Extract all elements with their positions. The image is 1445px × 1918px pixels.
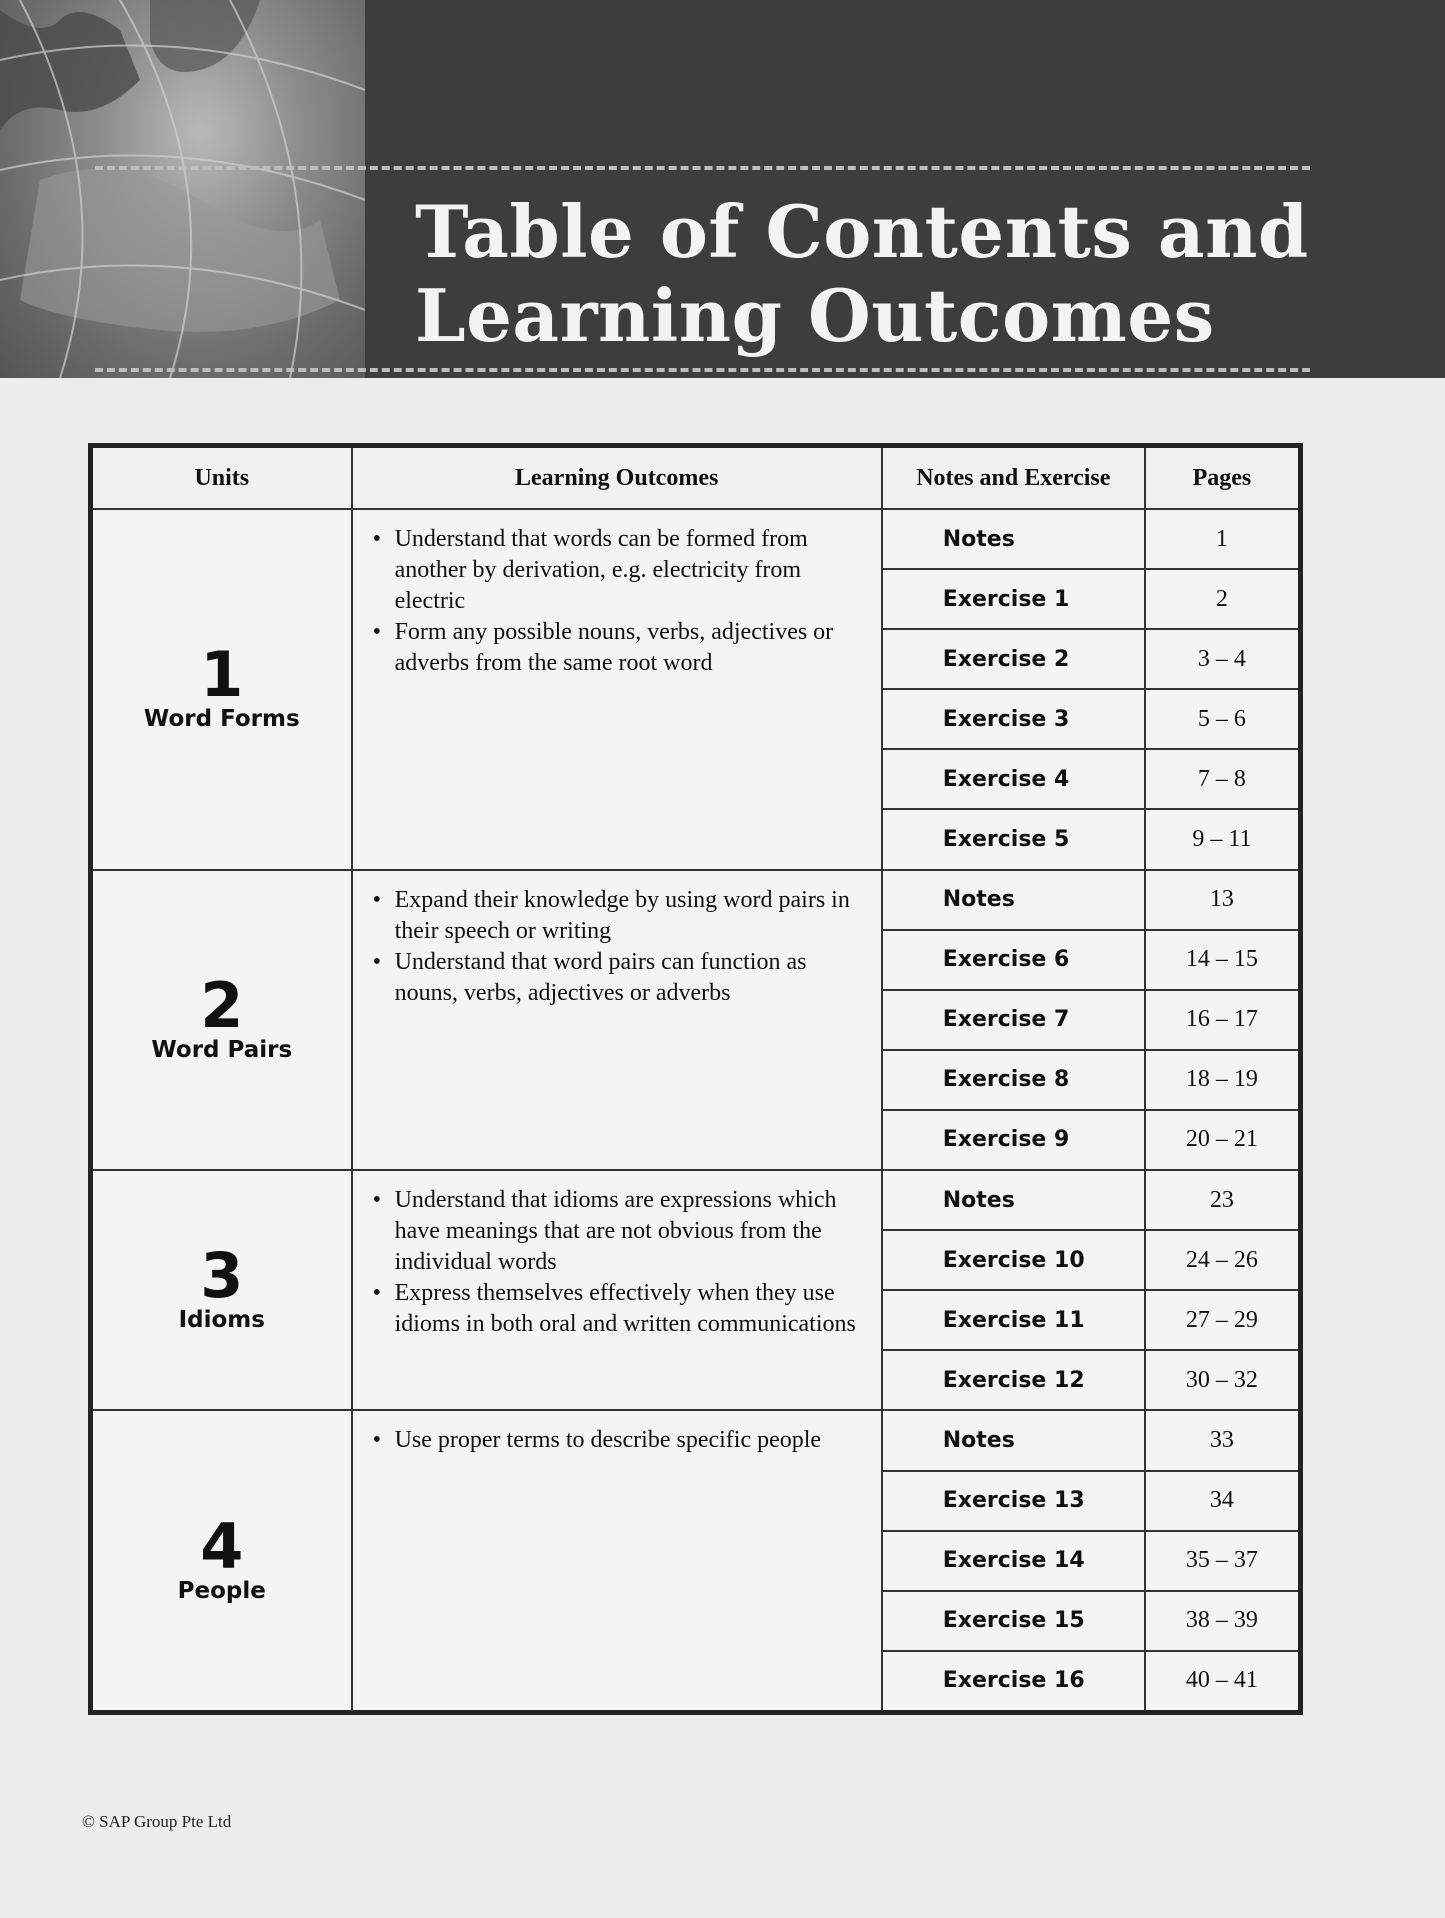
unit-number: 1	[200, 638, 244, 712]
exercise-label: Exercise 7	[882, 990, 1145, 1050]
table-row	[91, 1410, 1301, 1470]
exercise-label: Exercise 12	[882, 1350, 1145, 1410]
outcomes-cell	[352, 870, 882, 1170]
exercise-label: Exercise 14	[882, 1531, 1145, 1591]
exercise-label: Exercise 15	[882, 1591, 1145, 1651]
outcome-item: • Understand that word pairs can function as nouns, verbs, adjectives or adverbs	[395, 947, 865, 1009]
page-range: 24 – 26	[1145, 1230, 1301, 1290]
title-line-2: Learning Outcomes	[415, 273, 1215, 358]
exercise-label: Exercise 16	[882, 1651, 1145, 1713]
exercise-label: Exercise 4	[882, 749, 1145, 809]
page-range: 9 – 11	[1145, 809, 1301, 869]
table-row	[91, 1170, 1301, 1230]
header-units: Units	[91, 446, 352, 510]
page-range: 38 – 39	[1145, 1591, 1301, 1651]
page-range: 14 – 15	[1145, 930, 1301, 990]
exercise-label: Exercise 3	[882, 689, 1145, 749]
header-notes-exercise: Notes and Exercise	[882, 446, 1145, 510]
unit-number: 4	[200, 1509, 244, 1583]
dashed-divider	[95, 368, 1310, 372]
header-learning-outcomes: Learning Outcomes	[352, 446, 882, 510]
page-range: 13	[1145, 870, 1301, 930]
unit-cell	[91, 1410, 352, 1712]
page-range: 34	[1145, 1471, 1301, 1531]
exercise-label: Exercise 10	[882, 1230, 1145, 1290]
outcome-item: • Express themselves effectively when they use idioms in both oral and written communications	[395, 1278, 865, 1340]
exercise-label: Exercise 8	[882, 1050, 1145, 1110]
unit-cell	[91, 509, 352, 870]
exercise-label: Exercise 6	[882, 930, 1145, 990]
unit-name: Word Pairs	[151, 1036, 293, 1063]
page-range: 7 – 8	[1145, 749, 1301, 809]
table-row	[91, 870, 1301, 930]
outcome-item: • Form any possible nouns, verbs, adjectives or adverbs from the same root word	[395, 617, 865, 679]
page-title	[415, 190, 1309, 358]
outcome-item: • Understand that idioms are expressions which have meanings that are not obvious from the individual words	[395, 1185, 865, 1278]
unit-name: Word Forms	[143, 706, 300, 733]
table-header-row	[91, 446, 1301, 510]
outcome-item: • Use proper terms to describe specific people	[395, 1425, 865, 1456]
unit-number: 2	[200, 968, 244, 1042]
exercise-label: Exercise 13	[882, 1471, 1145, 1531]
page-range: 20 – 21	[1145, 1110, 1301, 1170]
page-range: 5 – 6	[1145, 689, 1301, 749]
page-range: 18 – 19	[1145, 1050, 1301, 1110]
outcomes-cell	[352, 1170, 882, 1410]
exercise-label: Notes	[882, 1170, 1145, 1230]
page-range: 30 – 32	[1145, 1350, 1301, 1410]
copyright-footer: © SAP Group Pte Ltd	[82, 1812, 232, 1831]
header-banner	[0, 0, 1445, 378]
exercise-label: Notes	[882, 509, 1145, 569]
page-range: 33	[1145, 1410, 1301, 1470]
page-range: 3 – 4	[1145, 629, 1301, 689]
page-range: 16 – 17	[1145, 990, 1301, 1050]
page-range: 2	[1145, 569, 1301, 629]
page-range: 23	[1145, 1170, 1301, 1230]
exercise-label: Exercise 9	[882, 1110, 1145, 1170]
unit-number: 3	[200, 1239, 244, 1313]
title-line-1: Table of Contents and	[415, 189, 1309, 274]
exercise-label: Exercise 1	[882, 569, 1145, 629]
exercise-label: Exercise 2	[882, 629, 1145, 689]
outcome-item: • Understand that words can be formed from another by derivation, e.g. electricity from electric	[395, 524, 865, 617]
unit-cell	[91, 870, 352, 1170]
table-row	[91, 509, 1301, 569]
unit-name: People	[177, 1577, 266, 1604]
page-range: 40 – 41	[1145, 1651, 1301, 1713]
outcomes-cell	[352, 509, 882, 870]
exercise-label: Notes	[882, 1410, 1145, 1470]
page-range: 35 – 37	[1145, 1531, 1301, 1591]
dashed-divider	[95, 166, 1310, 170]
exercise-label: Exercise 5	[882, 809, 1145, 869]
outcome-item: • Expand their knowledge by using word pairs in their speech or writing	[395, 885, 865, 947]
contents-table	[88, 443, 1303, 1715]
unit-name: Idioms	[178, 1307, 265, 1334]
globe-image	[0, 0, 365, 378]
unit-cell	[91, 1170, 352, 1410]
page-range: 27 – 29	[1145, 1290, 1301, 1350]
header-pages: Pages	[1145, 446, 1301, 510]
outcomes-cell	[352, 1410, 882, 1712]
page-range: 1	[1145, 509, 1301, 569]
exercise-label: Exercise 11	[882, 1290, 1145, 1350]
exercise-label: Notes	[882, 870, 1145, 930]
